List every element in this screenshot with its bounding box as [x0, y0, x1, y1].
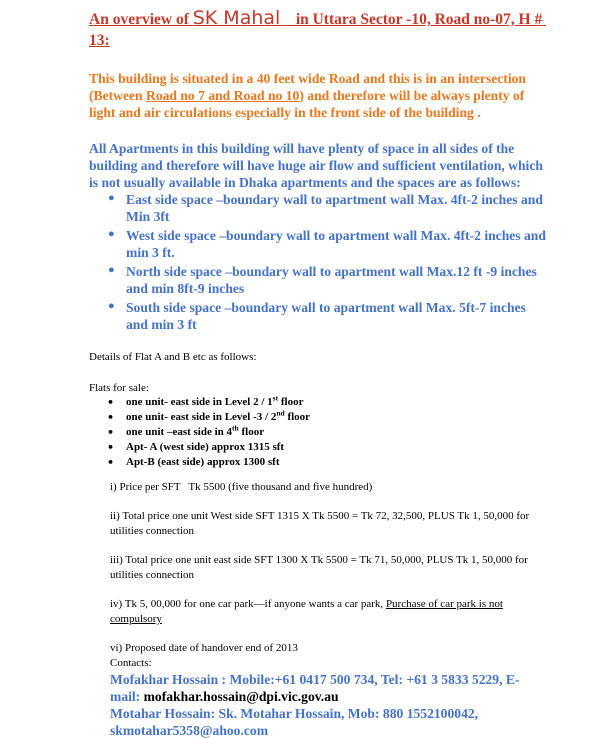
- contacts-label: Contacts:: [110, 657, 152, 669]
- flat-text-end: floor: [278, 396, 304, 408]
- list-item: • West side space –boundary wall to apartment wall Max. 4ft-2 inches and min 3 ft.: [126, 227, 549, 261]
- contact-motahar: Motahar Hossain: Sk. Motahar Hossain, Mob: 880 1552100042, skmotahar5358@ahoo.com: [110, 706, 479, 738]
- document-title: [89, 8, 549, 51]
- list-item: [126, 440, 549, 455]
- flats-heading: Flats for sale:: [89, 382, 149, 394]
- building-name: SK Mahal: [192, 7, 281, 29]
- details-heading: Details of Flat A and B etc as follows:: [89, 351, 257, 363]
- flat-text: one unit- east side in Level 2 / 1: [126, 396, 273, 408]
- list-item: • East side space –boundary wall to apartment wall Max. 4ft-2 inches and Min 3ft: [126, 191, 549, 225]
- price-per-sft: i) Price per SFT Tk 5500 (five thousand and five hundred): [110, 481, 373, 493]
- intro-roads: Road no 7 and Road no 10: [146, 88, 300, 103]
- contact-mofakhar-email[interactable]: mofakhar.hossain@dpi.vic.gov.au: [143, 689, 339, 704]
- contact-mofakhar: [89, 671, 549, 705]
- flat-text-end: floor: [238, 426, 265, 438]
- flat-text-end: floor: [284, 411, 311, 423]
- document-page: [89, 8, 549, 739]
- car-park-text: iv) Tk 5, 00,000 for one car park—if anyone wants a car park,: [110, 598, 386, 610]
- title-prefix: An overview of: [89, 11, 193, 28]
- space-paragraph: All Apartments in this building will have plenty of space in all sides of the building and therefore will have huge air flow and sufficient ventilation, which is not usually available in Dhaka apartments and the spaces are as follows:: [89, 141, 543, 190]
- flat-text: one unit –east side in 4: [126, 426, 233, 438]
- list-item: [126, 410, 549, 425]
- list-item: [126, 455, 549, 470]
- flat-text: Apt- A (west side) approx 1315 sft: [126, 441, 285, 453]
- list-item: • North side space –boundary wall to apartment wall Max.12 ft -9 inches and min 8ft-9 inches: [126, 263, 549, 297]
- list-item: [126, 395, 549, 410]
- intro-paragraph: [89, 70, 549, 121]
- contact-mofakhar-text: Mofakhar Hossain : Mobile:+61 0417 500 734, Tel: +61 3 5833 5229, E-mail:: [110, 672, 520, 704]
- list-item: [126, 425, 549, 440]
- flat-text: Apt-B (east side) approx 1300 sft: [126, 456, 280, 468]
- car-park-note: Purchase of car park is not compulsory: [110, 598, 503, 625]
- intro-part1: This building is situated in a 40 feet wide Road and this is in an intersection (Between: [89, 71, 526, 103]
- title-suffix: in Uttara Sector -10, Road no-07, H # 13:: [89, 11, 547, 49]
- flat-sup: th: [232, 423, 239, 433]
- flat-sup: nd: [276, 408, 285, 418]
- car-park-price: [89, 597, 549, 627]
- list-item: • South side space –boundary wall to apartment wall Max. 5ft-7 inches and min 3 ft: [126, 299, 549, 333]
- handover-date: vi) Proposed date of handover end of 2013: [110, 642, 298, 654]
- intro-part2: ) and therefore will be always plenty of light and air circulations especially in the front side of the building .: [89, 88, 525, 120]
- flats-list: [89, 395, 549, 470]
- space-list: [89, 191, 549, 333]
- flat-sup: st: [272, 393, 279, 403]
- price-west-unit: ii) Total price one unit West side SFT 1315 X Tk 5500 = Tk 72, 32,500, PLUS Tk 1, 50,000 for utilities connection: [110, 510, 530, 537]
- flat-text: one unit- east side in Level -3 / 2: [126, 411, 277, 423]
- price-east-unit: iii) Total price one unit east side SFT 1300 X Tk 5500 = Tk 71, 50,000, PLUS Tk 1, 50,000 for utilities connection: [110, 554, 528, 581]
